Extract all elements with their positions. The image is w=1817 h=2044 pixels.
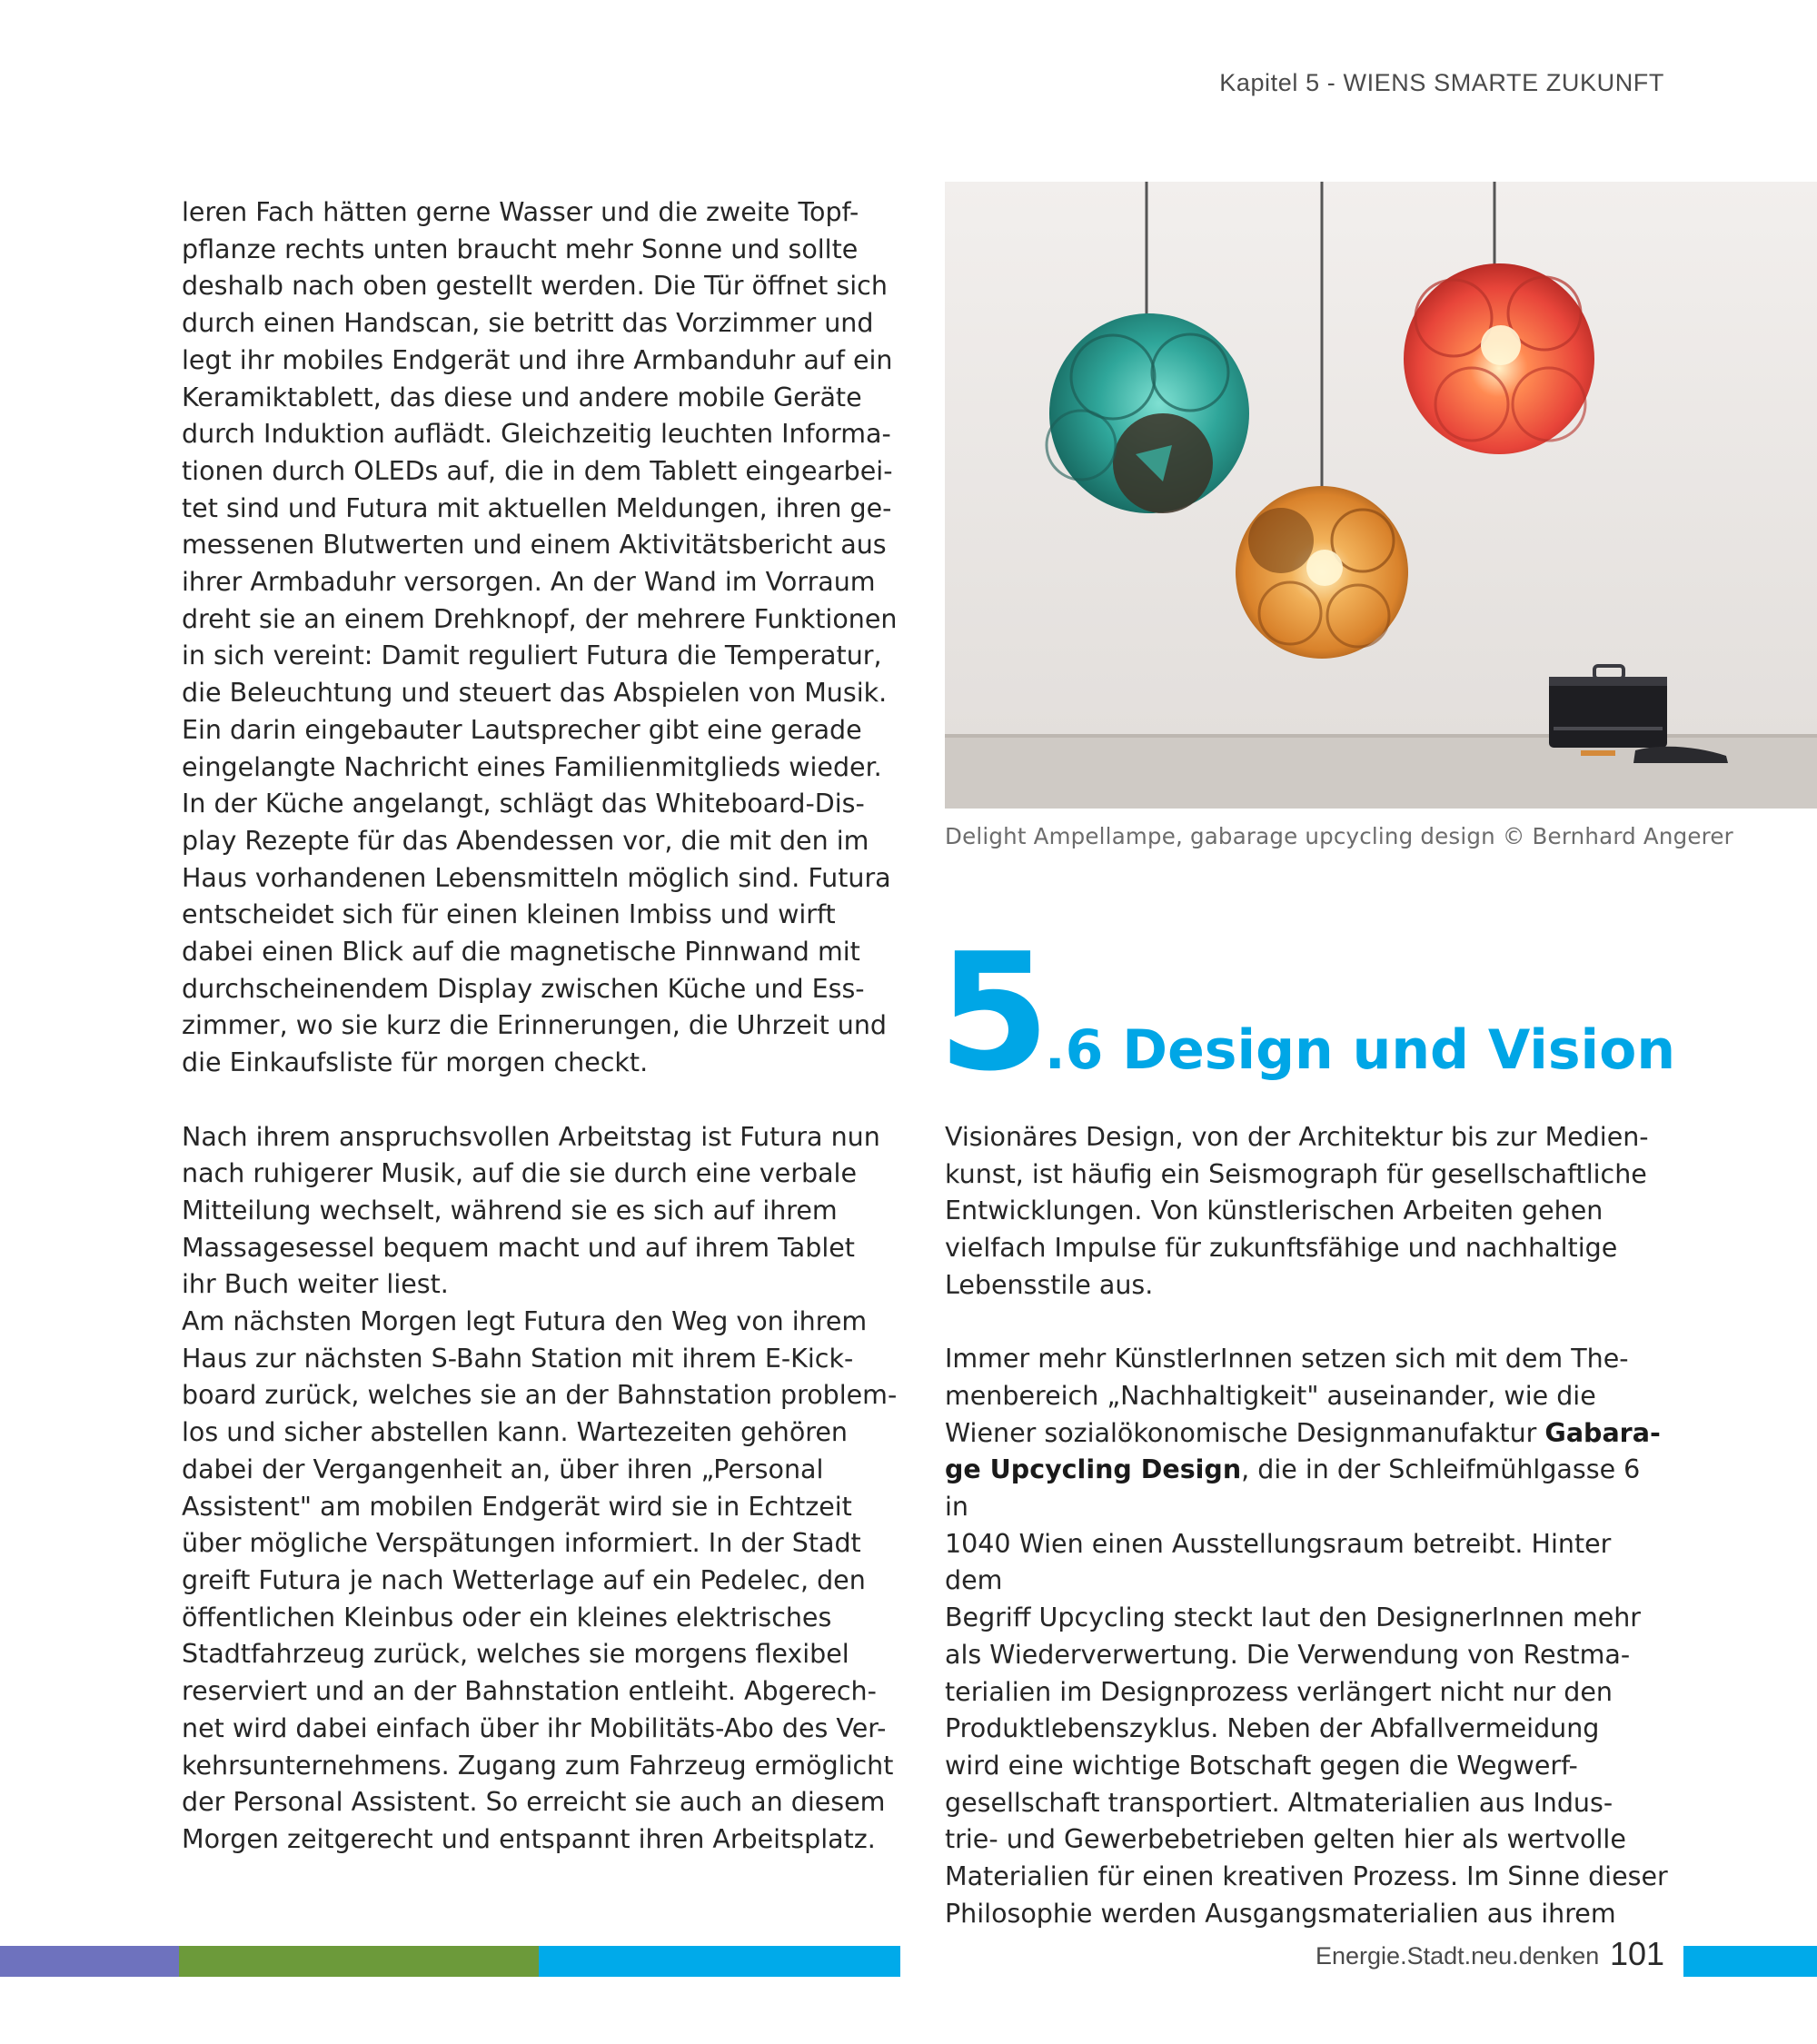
right-p2-line: terialien im Designprozess verlängert nicht nur den xyxy=(945,1676,1613,1707)
left-p3-line: Assistent" am mobilen Endgerät wird sie in Echtzeit xyxy=(182,1491,852,1522)
right-p2-line: Begriff Upcycling steckt laut den DesignerInnen mehr xyxy=(945,1602,1642,1633)
left-p3-line: über mögliche Verspätungen informiert. In der Stadt xyxy=(182,1528,861,1559)
left-p1-line: entscheidet sich für einen kleinen Imbiss und wirft xyxy=(182,899,836,930)
left-p2-line: Massagesessel bequem macht und auf ihrem Tablet xyxy=(182,1232,855,1263)
footer-bar-purple xyxy=(0,1946,179,1977)
right-p1-line: vielfach Impulse für zukunftsfähige und nachhaltige xyxy=(945,1233,1618,1264)
right-p2-line: Produktlebenszyklus. Neben der Abfallvermeidung xyxy=(945,1713,1600,1744)
left-p1-line: pflanze rechts unten braucht mehr Sonne und sollte xyxy=(182,233,859,264)
left-p1-line: In der Küche angelangt, schlägt das Whiteboard-Dis- xyxy=(182,789,865,819)
right-p2-line: Materialien für einen kreativen Prozess. Im Sinne dieser xyxy=(945,1861,1668,1892)
left-p1-line: tionen durch OLEDs auf, die in dem Tablett eingearbei- xyxy=(182,455,893,486)
left-p3-line: Am nächsten Morgen legt Futura den Weg von ihrem xyxy=(182,1306,868,1337)
right-paragraph-1 xyxy=(945,1119,1672,1305)
right-text-column xyxy=(945,1119,1672,1932)
right-p2-line-2: menbereich „Nachhaltigkeit" auseinander, wie die xyxy=(945,1380,1596,1411)
left-p2-line: nach ruhigerer Musik, auf die sie durch eine verbale xyxy=(182,1158,858,1189)
floor-tool xyxy=(1581,750,1615,756)
left-p1-line: zimmer, wo sie kurz die Erinnerungen, die Uhrzeit und xyxy=(182,1010,888,1041)
right-p1-line: Visionäres Design, von der Architektur bis zur Medien- xyxy=(945,1122,1649,1152)
left-p1-line: Keramiktablett, das diese und andere mobile Geräte xyxy=(182,382,862,412)
left-p3-line: Haus zur nächsten S-Bahn Station mit ihrem E-Kick- xyxy=(182,1343,854,1374)
section-heading xyxy=(938,918,1676,1106)
left-p1-line: dabei einen Blick auf die magnetische Pinnwand mit xyxy=(182,937,860,967)
left-p1-line: Ein darin eingebauter Lautsprecher gibt eine gerade xyxy=(182,714,862,745)
left-p1-line: eingelangte Nachricht eines Familienmitglieds wieder. xyxy=(182,751,882,782)
right-p1-line: Entwicklungen. Von künstlerischen Arbeiten gehen xyxy=(945,1196,1604,1226)
left-paragraph-3 xyxy=(182,1304,908,1859)
right-paragraph-2 xyxy=(945,1341,1672,1932)
right-p2-line-1: Immer mehr KünstlerInnen setzen sich mit dem The- xyxy=(945,1344,1629,1374)
right-p2-line: gesellschaft transportiert. Altmaterialien aus Indus- xyxy=(945,1787,1613,1818)
photo-caption: Delight Ampellampe, gabarage upcycling design © Bernhard Angerer xyxy=(945,823,1733,849)
left-p1-line: in sich vereint: Damit reguliert Futura die Temperatur, xyxy=(182,640,882,671)
floor-edge xyxy=(945,734,1817,738)
left-p1-line: durchscheinendem Display zwischen Küche und Ess- xyxy=(182,973,865,1004)
left-p3-line: los und sicher abstellen kann. Wartezeiten gehören xyxy=(182,1417,848,1448)
left-p2-line: Mitteilung wechselt, während sie es sich auf ihrem xyxy=(182,1195,838,1225)
left-p3-line: kehrsunternehmens. Zugang zum Fahrzeug ermöglicht xyxy=(182,1750,894,1781)
right-p2-line-3: Wiener sozialökonomische Designmanufaktur xyxy=(945,1417,1545,1448)
right-p2-line: trie- und Gewerbebetrieben gelten hier als wertvolle xyxy=(945,1824,1626,1855)
lamp-photo xyxy=(945,182,1817,809)
left-text-column xyxy=(182,194,908,1859)
left-p1-line: leren Fach hätten gerne Wasser und die zweite Topf- xyxy=(182,197,859,227)
left-p1-line: messenen Blutwerten und einem Aktivitätsbericht aus xyxy=(182,530,887,561)
left-p3-line: öffentlichen Kleinbus oder ein kleines elektrisches xyxy=(182,1602,832,1632)
left-p1-line: ihrer Armbaduhr versorgen. An der Wand im Vorraum xyxy=(182,567,876,598)
left-p1-line: durch Induktion auflädt. Gleichzeitig leuchten Informa- xyxy=(182,419,891,450)
amber-lamp xyxy=(1236,486,1408,659)
left-p1-line: dreht sie an einem Drehknopf, der mehrere Funktionen xyxy=(182,603,898,634)
section-title: .6 Design und Vision xyxy=(1044,1018,1676,1082)
right-p1-line: kunst, ist häufig ein Seismograph für gesellschaftliche xyxy=(945,1158,1647,1189)
left-p1-line: die Einkaufsliste für morgen checkt. xyxy=(182,1047,649,1078)
left-p3-line: reserviert und an der Bahnstation entleiht. Abgerech- xyxy=(182,1676,877,1707)
footer-bar-green xyxy=(179,1946,539,1977)
section-number: 5 xyxy=(938,918,1043,1106)
right-p1-line: Lebensstile aus. xyxy=(945,1269,1154,1300)
left-p3-line: Stadtfahrzeug zurück, welches sie morgens flexibel xyxy=(182,1639,849,1670)
left-p1-line: legt ihr mobiles Endgerät und ihre Armbanduhr auf ein xyxy=(182,344,893,375)
company-name-part-1: Gabara- xyxy=(1544,1417,1661,1448)
left-p3-line: Morgen zeitgerecht und entspannt ihren Arbeitsplatz. xyxy=(182,1823,876,1854)
left-p1-line: durch einen Handscan, sie betritt das Vorzimmer und xyxy=(182,308,874,339)
carrying-case xyxy=(1549,666,1667,748)
left-p3-line: dabei der Vergangenheit an, über ihren „Personal xyxy=(182,1454,824,1484)
left-p1-line: play Rezepte für das Abendessen vor, die mit den im xyxy=(182,825,869,856)
floor xyxy=(945,736,1817,809)
right-p2-line-4: , die in der Schleifmühlgasse 6 in xyxy=(945,1454,1641,1523)
lamp-photo-illustration xyxy=(945,182,1817,809)
left-p1-line: tet sind und Futura mit aktuellen Meldungen, ihren ge- xyxy=(182,492,892,523)
left-p1-line: Haus vorhandenen Lebensmitteln möglich sind. Futura xyxy=(182,862,891,893)
company-name-part-2: ge Upcycling Design xyxy=(945,1454,1242,1485)
left-p2-line: ihr Buch weiter liest. xyxy=(182,1269,449,1300)
left-p1-line: die Beleuchtung und steuert das Abspielen von Musik. xyxy=(182,678,888,709)
left-p3-line: der Personal Assistent. So erreicht sie auch an diesem xyxy=(182,1787,886,1818)
right-p2-line: wird eine wichtige Botschaft gegen die Wegwerf- xyxy=(945,1750,1578,1781)
running-header: Kapitel 5 - WIENS SMARTE ZUKUNFT xyxy=(1219,69,1664,96)
left-p3-line: net wird dabei einfach über ihr Mobilitäts-Abo des Ver- xyxy=(182,1712,887,1743)
right-p2-line: Philosophie werden Ausgangsmaterialien aus ihrem xyxy=(945,1898,1616,1929)
left-paragraph-1 xyxy=(182,194,908,1082)
footer-publication: Energie.Stadt.neu.denken xyxy=(1316,1942,1600,1970)
red-lamp xyxy=(1404,263,1594,454)
left-p1-line: deshalb nach oben gestellt werden. Die Tür öffnet sich xyxy=(182,271,888,302)
right-p2-line: als Wiederverwertung. Die Verwendung von Restma- xyxy=(945,1639,1631,1670)
left-p3-line: greift Futura je nach Wetterlage auf ein Pedelec, den xyxy=(182,1565,866,1595)
left-p3-line: board zurück, welches sie an der Bahnstation problem- xyxy=(182,1380,898,1411)
footer-bar-blue xyxy=(539,1946,900,1977)
left-paragraph-2 xyxy=(182,1119,908,1305)
right-p2-rest xyxy=(945,1529,1668,1929)
footer-bar-blue-right xyxy=(1683,1946,1817,1977)
page-number: 101 xyxy=(1610,1935,1665,1972)
left-p2-line: Nach ihrem anspruchsvollen Arbeitstag ist Futura nun xyxy=(182,1121,880,1152)
right-p2-line: 1040 Wien einen Ausstellungsraum betreibt. Hinter dem xyxy=(945,1528,1612,1596)
